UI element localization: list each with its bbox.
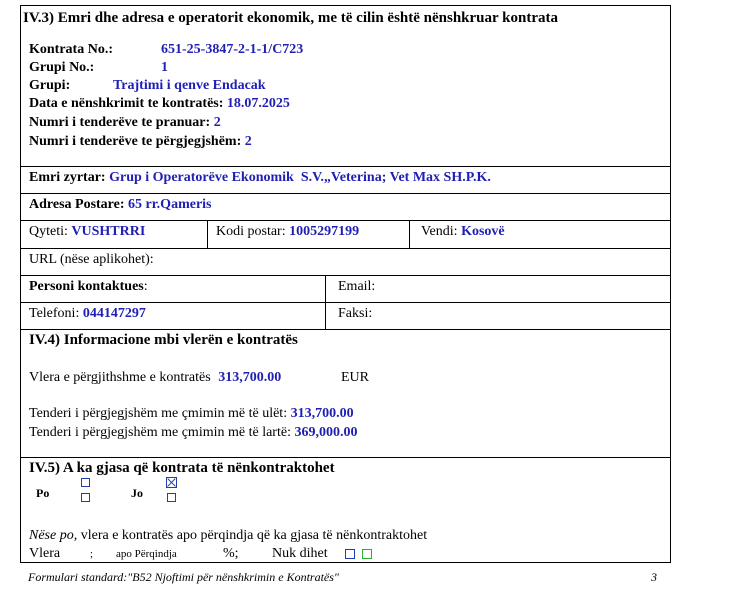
yes-label: Po xyxy=(36,486,50,500)
unknown-checkbox-alt[interactable] xyxy=(362,549,372,559)
divider xyxy=(409,220,410,248)
divider xyxy=(20,220,671,221)
contract-no-value: 651-25-3847-2-1-1/C723 xyxy=(161,42,304,57)
lowest-label: Tenderi i përgjegjshëm me çmimin më të ulët: xyxy=(29,406,288,421)
country-label: Vendi: xyxy=(421,224,458,239)
phone-value: 044147297 xyxy=(82,306,146,321)
divider xyxy=(20,457,671,458)
city-label: Qyteti: xyxy=(29,224,68,239)
group-value: Trajtimi i qenve Endacak xyxy=(113,78,266,93)
no-checkbox-alt[interactable] xyxy=(167,493,176,502)
divider xyxy=(207,220,208,248)
unknown-label: Nuk dihet xyxy=(272,546,328,561)
tenders-responsive-label: Numri i tenderëve te përgjegjshëm: xyxy=(29,134,242,149)
group-no-label: Grupi No.: xyxy=(29,60,95,75)
divider xyxy=(20,302,671,303)
url-label: URL (nëse aplikohet): xyxy=(29,252,154,267)
postal-code-label: Kodi postar: xyxy=(216,224,286,239)
divider xyxy=(20,193,671,194)
group-label: Grupi: xyxy=(29,78,71,93)
tenders-responsive-value: 2 xyxy=(244,134,252,149)
percent-label: apo Përqindja xyxy=(116,548,177,560)
total-value-label: Vlera e përgjithshme e kontratës xyxy=(29,370,211,385)
postal-address-label: Adresa Postare xyxy=(29,197,120,212)
tenders-received-label: Numri i tenderëve te pranuar: xyxy=(29,115,211,130)
yes-checkbox-alt[interactable] xyxy=(81,493,90,502)
email-label: Email: xyxy=(338,279,376,294)
if-yes-prefix: Nëse po, xyxy=(29,528,78,543)
no-label: Jo xyxy=(131,486,143,500)
highest-label: Tenderi i përgjegjshëm me çmimin më të lartë: xyxy=(29,425,291,440)
footer-form-name: Formulari standard:"B52 Njoftimi për nënshkrimin e Kontratës" xyxy=(28,570,339,584)
country-value: Kosovë xyxy=(461,224,505,239)
contact-label: Personi kontaktues xyxy=(29,279,144,294)
official-name-label: Emri zyrtar xyxy=(29,170,101,185)
divider xyxy=(20,166,671,167)
sign-date-label: Data e nënshkrimit te kontratës: xyxy=(29,96,224,111)
if-yes-text: vlera e kontratës apo përqindja që ka gjasa të nënkontraktohet xyxy=(77,528,428,543)
semicolon: ; xyxy=(90,548,94,560)
sign-date-value: 18.07.2025 xyxy=(226,96,290,111)
lowest-value: 313,700.00 xyxy=(290,406,354,421)
value-label: Vlera xyxy=(29,546,61,561)
section-iv4-title: IV.4) Informacione mbi vlerën e kontratës xyxy=(29,332,298,348)
city-value: VUSHTRRI xyxy=(71,224,146,239)
group-no-value: 1 xyxy=(161,60,168,75)
percent-suffix: %; xyxy=(223,546,239,561)
contract-no-label: Kontrata No.: xyxy=(29,42,113,57)
total-value: 313,700.00 xyxy=(218,370,282,385)
page-number: 3 xyxy=(651,570,657,584)
official-name-value: Grup i Operatorëve Ekonomik S.V.„Veterina; Vet Max SH.P.K. xyxy=(109,170,491,185)
divider xyxy=(20,248,671,249)
tenders-received-value: 2 xyxy=(213,115,221,130)
section-iv3-title: IV.3) Emri dhe adresa e operatorit ekonomik, me të cilin është nënshkruar kontrata xyxy=(23,10,558,26)
divider xyxy=(20,329,671,330)
postal-address-value: 65 rr.Qameris xyxy=(128,197,212,212)
divider xyxy=(325,275,326,329)
no-checkbox-checked[interactable] xyxy=(166,477,177,488)
phone-label: Telefoni: xyxy=(29,306,80,321)
yes-checkbox[interactable] xyxy=(81,478,90,487)
fax-label: Faksi: xyxy=(338,306,373,321)
section-iv5-title: IV.5) A ka gjasa që kontrata të nënkontraktohet xyxy=(29,460,335,476)
divider xyxy=(20,275,671,276)
highest-value: 369,000.00 xyxy=(294,425,358,440)
unknown-checkbox[interactable] xyxy=(345,549,355,559)
postal-code-value: 1005297199 xyxy=(289,224,360,239)
currency: EUR xyxy=(341,370,369,385)
